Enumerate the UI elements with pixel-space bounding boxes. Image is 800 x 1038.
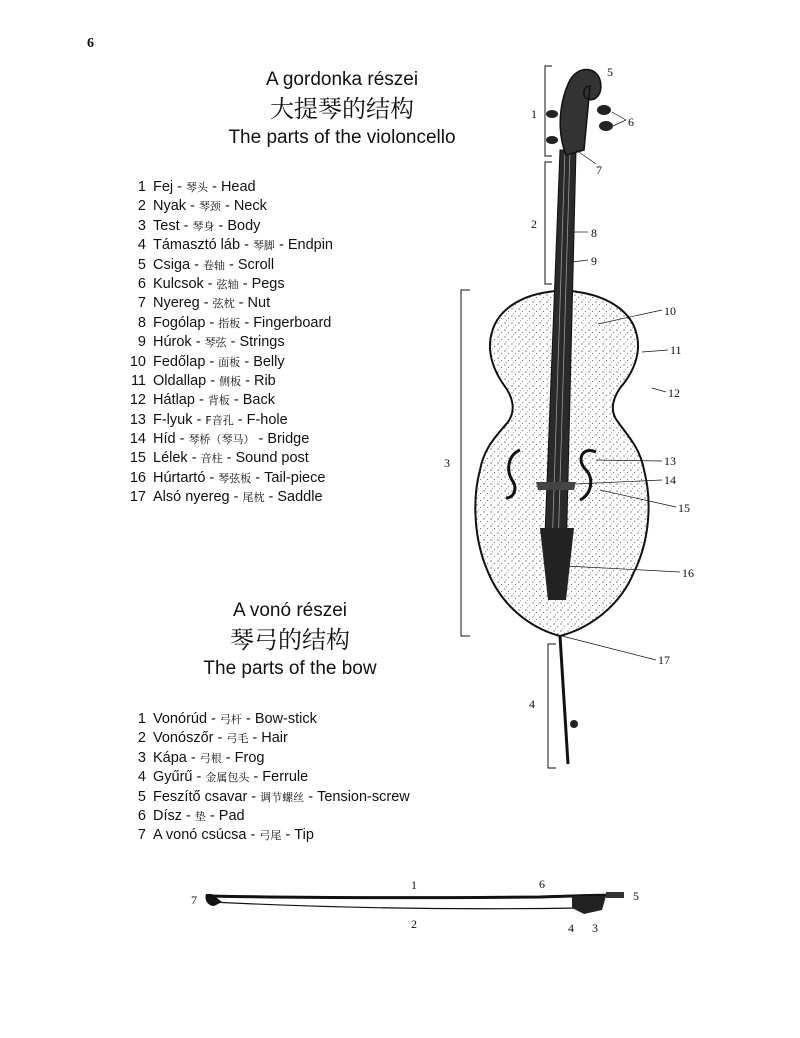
bow-label: 7	[191, 893, 197, 907]
part-name-english: F-hole	[246, 411, 288, 428]
cello-peg	[597, 105, 611, 115]
part-name-hungarian: Nyak	[153, 198, 187, 215]
part-item: 7 Nyereg - 弦枕 - Nut	[124, 294, 333, 313]
bow-heading-hungarian: A vonó részei	[232, 600, 348, 621]
bow-label: 6	[539, 877, 545, 891]
cello-label: 1	[531, 107, 537, 121]
part-name-hungarian: A vonó csúcsa	[153, 827, 247, 844]
bow-label: 5	[633, 889, 639, 903]
part-name-hungarian: Oldallap	[153, 372, 207, 389]
part-name-chinese: 琴弦板	[218, 471, 252, 485]
part-item: 5 Csiga - 卷轴 - Scroll	[124, 256, 333, 275]
part-item: 3 Kápa - 弓根 - Frog	[124, 749, 410, 768]
part-number: 7	[137, 827, 146, 844]
part-item: 1 Fej - 琴头 - Head	[124, 178, 333, 197]
bow-label: 1	[411, 878, 417, 892]
part-item: 2 Nyak - 琴颈 - Neck	[124, 197, 333, 216]
part-name-chinese: 弓根	[199, 751, 222, 765]
part-name-hungarian: Fedőlap	[153, 353, 206, 370]
part-name-chinese: 琴身	[192, 219, 215, 233]
part-item: 6 Dísz - 垫 - Pad	[124, 807, 410, 826]
part-item: 3 Test - 琴身 - Body	[124, 217, 333, 236]
part-number: 16	[129, 469, 146, 486]
part-number: 6	[137, 807, 146, 824]
part-name-english: Bow-stick	[254, 711, 317, 727]
part-name-english: Body	[227, 217, 261, 234]
part-item: 1 Vonórúd - 弓杆 - Bow-stick	[124, 710, 410, 729]
part-name-english: Saddle	[277, 489, 323, 506]
part-name-english: Tail-piece	[264, 469, 326, 486]
cello-label: 16	[682, 566, 694, 580]
cello-label: 11	[670, 343, 682, 357]
leader-line	[576, 150, 596, 164]
part-number: 3	[137, 217, 146, 234]
part-number: 2	[137, 198, 146, 215]
bracket-body	[461, 290, 470, 636]
cello-label: 13	[664, 454, 676, 468]
part-item: 14 Híd - 琴桥（琴马） - Bridge	[124, 430, 333, 449]
part-number: 4	[137, 237, 146, 254]
cello-label: 6	[628, 115, 634, 129]
part-number: 6	[137, 275, 146, 292]
part-name-hungarian: Fogólap	[153, 314, 206, 331]
cello-label: 10	[664, 304, 676, 318]
part-name-hungarian: Támasztó láb	[153, 237, 241, 254]
part-name-hungarian: Fej	[153, 179, 174, 195]
part-number: 11	[130, 372, 146, 389]
part-item: 10 Fedőlap - 面板 - Belly	[124, 353, 333, 372]
cello-bridge	[536, 482, 576, 490]
part-name-english: Bridge	[267, 431, 310, 448]
bow-label: 2	[411, 917, 417, 931]
part-number: 5	[137, 788, 146, 805]
part-item: 11 Oldallap - 侧板 - Rib	[124, 372, 333, 391]
part-number: 14	[129, 431, 146, 448]
part-item: 5 Feszítő csavar - 调节螺丝 - Tension-screw	[124, 788, 410, 807]
part-item: 2 Vonószőr - 弓毛 - Hair	[124, 729, 410, 748]
part-name-hungarian: Test	[153, 217, 180, 234]
part-item: 16 Húrtartó - 琴弦板 - Tail-piece	[124, 469, 333, 488]
part-name-chinese: 垫	[194, 809, 206, 823]
part-number: 7	[137, 295, 146, 312]
part-name-english: Pad	[218, 807, 245, 824]
part-number: 8	[137, 314, 146, 331]
part-name-chinese: 金属包头	[205, 771, 250, 785]
cello-scroll	[560, 70, 601, 156]
part-item: 17 Alsó nyereg - 尾枕 - Saddle	[124, 488, 333, 507]
part-name-english: Hair	[261, 730, 288, 747]
part-name-english: Strings	[239, 334, 285, 351]
part-name-chinese: 侧板	[219, 374, 242, 388]
leader-line	[642, 350, 668, 352]
part-item: 7 A vonó csúcsa - 弓尾 - Tip	[124, 826, 410, 845]
part-name-chinese: 调节螺丝	[260, 790, 305, 804]
part-name-hungarian: Nyereg	[153, 295, 200, 312]
part-name-english: Back	[242, 392, 275, 409]
part-item: 12 Hátlap - 背板 - Back	[124, 391, 333, 410]
cello-endpin	[560, 636, 568, 764]
part-number: 10	[129, 353, 146, 370]
cello-peg	[546, 110, 558, 118]
leader-line	[572, 260, 588, 262]
part-name-chinese: 弦枕	[212, 297, 235, 311]
part-name-hungarian: Kulcsok	[153, 275, 204, 292]
part-name-english: Tension-screw	[317, 788, 410, 805]
part-name-english: Nut	[247, 295, 271, 312]
part-name-hungarian: Alsó nyereg	[153, 489, 230, 506]
part-name-hungarian: Vonórúd	[153, 711, 208, 727]
bow-frog	[572, 896, 606, 914]
part-name-hungarian: Csiga	[153, 256, 191, 273]
part-name-chinese: 琴脚	[252, 239, 275, 253]
cello-label: 4	[529, 697, 535, 711]
part-name-chinese: 弓尾	[259, 829, 282, 843]
part-name-hungarian: Feszítő csavar	[153, 788, 248, 805]
part-item: 9 Húrok - 琴弦 - Strings	[124, 333, 333, 352]
part-item: 6 Kulcsok - 弦轴 - Pegs	[124, 275, 333, 294]
part-name-english: Belly	[253, 353, 285, 370]
part-name-chinese: 琴头	[186, 181, 209, 194]
part-number: 9	[137, 334, 146, 351]
part-name-hungarian: Gyűrű	[153, 769, 193, 786]
leader-line	[652, 388, 666, 392]
part-name-chinese: 弓杆	[219, 713, 242, 726]
bow-label: 4	[568, 921, 574, 935]
part-name-chinese: 面板	[218, 355, 241, 369]
part-number: 13	[129, 411, 146, 428]
cello-heading-chinese: 大提琴的结构	[270, 95, 414, 123]
cello-heading-hungarian: A gordonka részei	[265, 69, 419, 90]
part-number: 3	[137, 749, 146, 766]
cello-label: 14	[664, 473, 676, 487]
cello-heading-english: The parts of the violoncello	[228, 127, 456, 148]
cello-label: 5	[607, 65, 613, 79]
part-number: 4	[137, 769, 146, 786]
part-name-chinese: 卷轴	[202, 258, 225, 272]
cello-label: 3	[444, 456, 450, 470]
part-number: 1	[137, 179, 146, 195]
bow-hair	[212, 902, 580, 909]
part-number: 1	[137, 711, 146, 727]
part-item: 8 Fogólap - 指板 - Fingerboard	[124, 314, 333, 333]
endpin-screw	[570, 720, 578, 728]
leader-line	[562, 636, 656, 660]
part-name-hungarian: Hátlap	[153, 392, 195, 409]
cello-peg	[546, 136, 558, 144]
bow-label: 3	[592, 921, 598, 935]
leader-line	[612, 112, 626, 120]
bow-heading-chinese: 琴弓的结构	[230, 626, 350, 654]
part-name-chinese: 琴弦	[204, 336, 227, 350]
part-name-chinese: 指板	[218, 316, 241, 330]
part-name-hungarian: Húrok	[153, 334, 192, 351]
part-name-english: Fingerboard	[253, 314, 332, 331]
leader-line	[613, 120, 626, 126]
part-item: 13 F-lyuk - F音孔 - F-hole	[124, 411, 333, 430]
part-number: 5	[137, 256, 146, 273]
part-number: 2	[137, 730, 146, 747]
cello-label: 9	[591, 254, 597, 268]
part-number: 12	[129, 392, 146, 409]
part-name-hungarian: F-lyuk	[153, 411, 193, 428]
cello-label: 2	[531, 217, 537, 231]
bow-screw	[606, 892, 624, 898]
part-name-hungarian: Híd	[153, 431, 176, 448]
cello-label: 8	[591, 226, 597, 240]
bow-stick	[210, 895, 620, 898]
part-name-english: Frog	[234, 749, 265, 766]
part-name-chinese: 尾枕	[242, 491, 265, 505]
part-name-chinese: 琴颈	[198, 200, 221, 214]
part-name-hungarian: Húrtartó	[153, 469, 206, 486]
part-number: 15	[129, 450, 146, 467]
part-name-english: Rib	[253, 372, 276, 389]
page-number: 6	[87, 36, 94, 51]
cello-label: 15	[678, 501, 690, 515]
part-name-english: Pegs	[251, 275, 285, 292]
part-name-english: Neck	[233, 198, 267, 215]
part-name-english: Endpin	[287, 237, 333, 254]
part-name-hungarian: Kápa	[153, 749, 187, 766]
cello-peg	[599, 121, 613, 131]
part-name-hungarian: Dísz	[153, 807, 182, 824]
bracket-neck	[545, 162, 552, 284]
part-item: 15 Lélek - 音柱 - Sound post	[124, 449, 333, 468]
part-name-chinese: 背板	[207, 394, 230, 408]
part-name-english: Ferrule	[262, 769, 309, 786]
part-name-chinese: F音孔	[205, 413, 234, 427]
part-name-english: Sound post	[235, 450, 309, 467]
part-name-chinese: 弦轴	[216, 277, 239, 291]
part-name-hungarian: Lélek	[153, 450, 188, 467]
bracket-endpin	[548, 644, 556, 768]
bow-heading-english: The parts of the bow	[203, 658, 377, 679]
part-name-chinese: 音柱	[200, 452, 223, 466]
part-name-chinese: 琴桥（琴马）	[188, 433, 255, 447]
part-name-english: Head	[220, 179, 256, 195]
part-item: 4 Gyűrű - 金属包头 - Ferrule	[124, 768, 410, 787]
part-name-english: Tip	[294, 827, 314, 844]
part-item: 4 Támasztó láb - 琴脚 - Endpin	[124, 236, 333, 255]
part-number: 17	[129, 489, 146, 506]
part-name-chinese: 弓毛	[226, 732, 249, 746]
cello-label: 17	[658, 653, 670, 667]
cello-label: 7	[596, 163, 602, 177]
part-name-hungarian: Vonószőr	[153, 730, 214, 747]
part-name-english: Scroll	[237, 256, 275, 273]
cello-label: 12	[668, 386, 680, 400]
